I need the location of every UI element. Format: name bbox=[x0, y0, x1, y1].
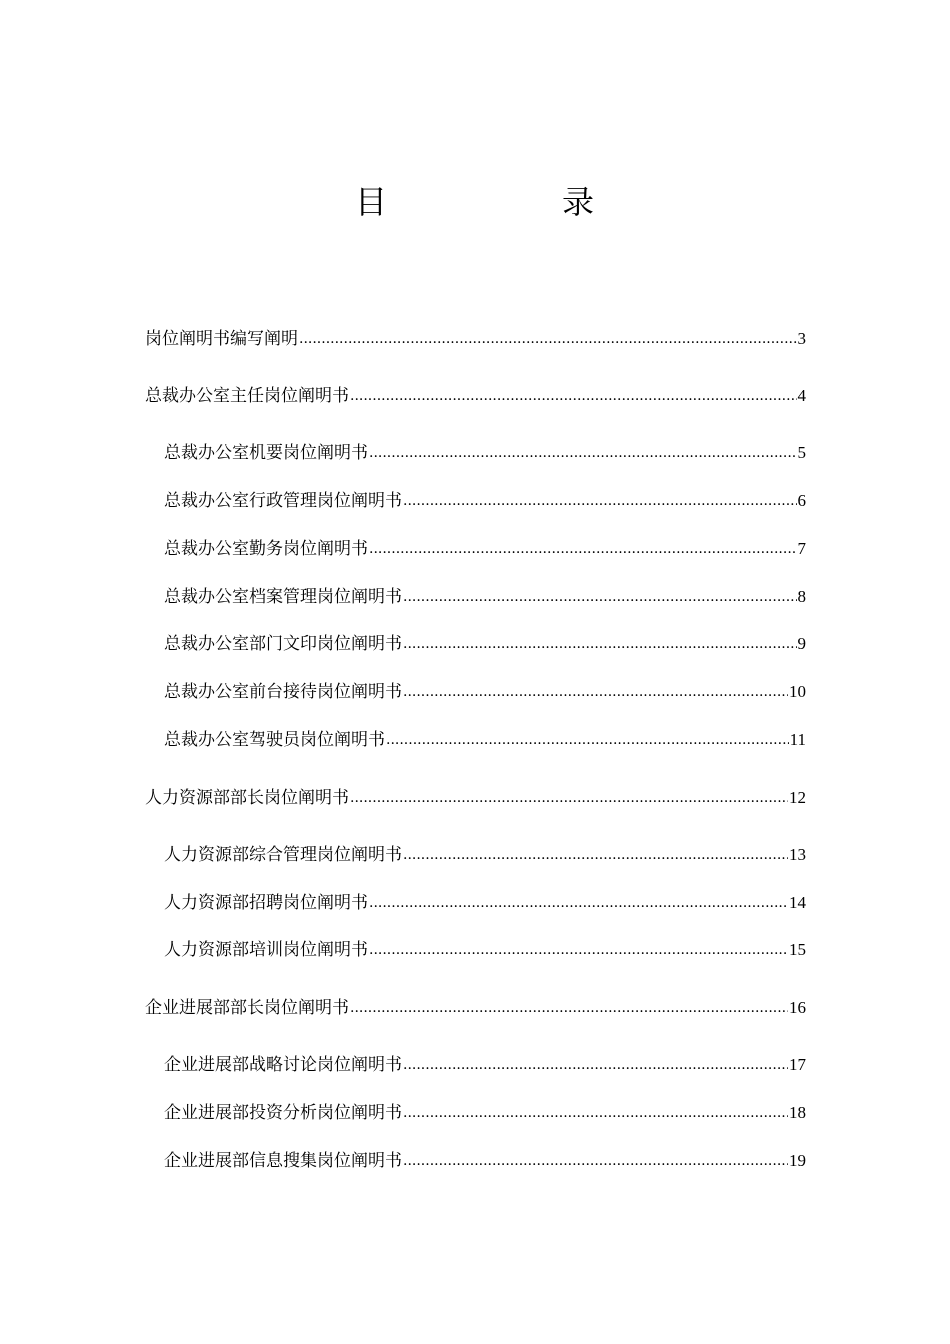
toc-entry[interactable] bbox=[164, 728, 806, 752]
toc-entry[interactable] bbox=[164, 938, 806, 962]
toc-entry-label: 总裁办公室机要岗位阐明书 bbox=[164, 443, 368, 463]
toc-dot-leader bbox=[299, 327, 797, 351]
page-title-char-1: 目 bbox=[355, 183, 388, 221]
toc-entry-label: 总裁办公室勤务岗位阐明书 bbox=[164, 539, 368, 559]
toc-dot-leader bbox=[369, 938, 788, 962]
toc-entry[interactable] bbox=[145, 786, 806, 810]
toc-entry[interactable] bbox=[164, 585, 806, 609]
toc-entry[interactable] bbox=[164, 1053, 806, 1077]
toc-entry-label: 企业进展部战略讨论岗位阐明书 bbox=[164, 1055, 402, 1075]
toc-entry-page: 4 bbox=[797, 386, 806, 405]
toc-entry-page: 14 bbox=[789, 893, 806, 912]
toc-dot-leader bbox=[369, 891, 788, 915]
toc-entry-label: 总裁办公室驾驶员岗位阐明书 bbox=[164, 730, 385, 750]
toc-dot-leader bbox=[386, 728, 789, 752]
toc-entry[interactable] bbox=[164, 441, 806, 465]
toc-entry[interactable] bbox=[164, 891, 806, 915]
toc-dot-leader bbox=[350, 996, 788, 1020]
page-title-char-2: 录 bbox=[562, 183, 595, 221]
toc-dot-leader bbox=[403, 585, 797, 609]
toc-entry-page: 8 bbox=[797, 587, 806, 606]
toc-entry[interactable] bbox=[164, 1101, 806, 1125]
toc-entry-label: 总裁办公室前台接待岗位阐明书 bbox=[164, 682, 402, 702]
toc-entry-label: 人力资源部综合管理岗位阐明书 bbox=[164, 845, 402, 865]
toc-entry[interactable] bbox=[164, 680, 806, 704]
toc-dot-leader bbox=[403, 1053, 788, 1077]
toc-entry-label: 总裁办公室档案管理岗位阐明书 bbox=[164, 587, 402, 607]
toc-dot-leader bbox=[403, 1149, 788, 1173]
toc-entry[interactable] bbox=[164, 537, 806, 561]
toc-entry-page: 5 bbox=[797, 443, 806, 462]
toc-entry-label: 人力资源部招聘岗位阐明书 bbox=[164, 893, 368, 913]
toc-entry[interactable] bbox=[145, 327, 806, 351]
toc-entry-label: 企业进展部部长岗位阐明书 bbox=[145, 998, 349, 1018]
toc-entry-label: 岗位阐明书编写阐明 bbox=[145, 329, 298, 349]
toc-entry-page: 9 bbox=[797, 634, 806, 653]
toc-entry-page: 16 bbox=[789, 998, 806, 1017]
toc-entry-page: 10 bbox=[789, 682, 806, 701]
toc-entry-page: 12 bbox=[789, 788, 806, 807]
toc-entry-label: 企业进展部投资分析岗位阐明书 bbox=[164, 1103, 402, 1123]
toc-entry-page: 19 bbox=[789, 1151, 806, 1170]
toc-entry-label: 企业进展部信息搜集岗位阐明书 bbox=[164, 1151, 402, 1171]
toc-entry-page: 13 bbox=[789, 845, 806, 864]
toc-entry[interactable] bbox=[145, 996, 806, 1020]
toc-entry-page: 7 bbox=[797, 539, 806, 558]
toc-entry-page: 17 bbox=[789, 1055, 806, 1074]
toc-entry-label: 总裁办公室行政管理岗位阐明书 bbox=[164, 491, 402, 511]
toc-dot-leader bbox=[350, 384, 797, 408]
toc-entry[interactable] bbox=[164, 632, 806, 656]
toc-entry[interactable] bbox=[164, 843, 806, 867]
toc-entry-label: 人力资源部培训岗位阐明书 bbox=[164, 940, 368, 960]
toc-entry-label: 总裁办公室主任岗位阐明书 bbox=[145, 386, 349, 406]
toc-dot-leader bbox=[403, 680, 788, 704]
toc-dot-leader bbox=[403, 843, 788, 867]
toc-dot-leader bbox=[403, 1101, 788, 1125]
toc-entry-label: 人力资源部部长岗位阐明书 bbox=[145, 788, 349, 808]
toc-entry-label: 总裁办公室部门文印岗位阐明书 bbox=[164, 634, 402, 654]
toc-entry-page: 15 bbox=[789, 940, 806, 959]
toc-entry-page: 6 bbox=[797, 491, 806, 510]
toc-entry[interactable] bbox=[164, 489, 806, 513]
toc-dot-leader bbox=[369, 441, 797, 465]
toc-entry-page: 11 bbox=[789, 730, 806, 749]
toc-dot-leader bbox=[403, 632, 797, 656]
toc-dot-leader bbox=[369, 537, 797, 561]
toc-entry-page: 18 bbox=[789, 1103, 806, 1122]
page-title bbox=[0, 178, 950, 226]
toc-entry[interactable] bbox=[145, 384, 806, 408]
toc-entry[interactable] bbox=[164, 1149, 806, 1173]
toc-dot-leader bbox=[350, 786, 788, 810]
toc-entry-page: 3 bbox=[797, 329, 806, 348]
toc-dot-leader bbox=[403, 489, 797, 513]
